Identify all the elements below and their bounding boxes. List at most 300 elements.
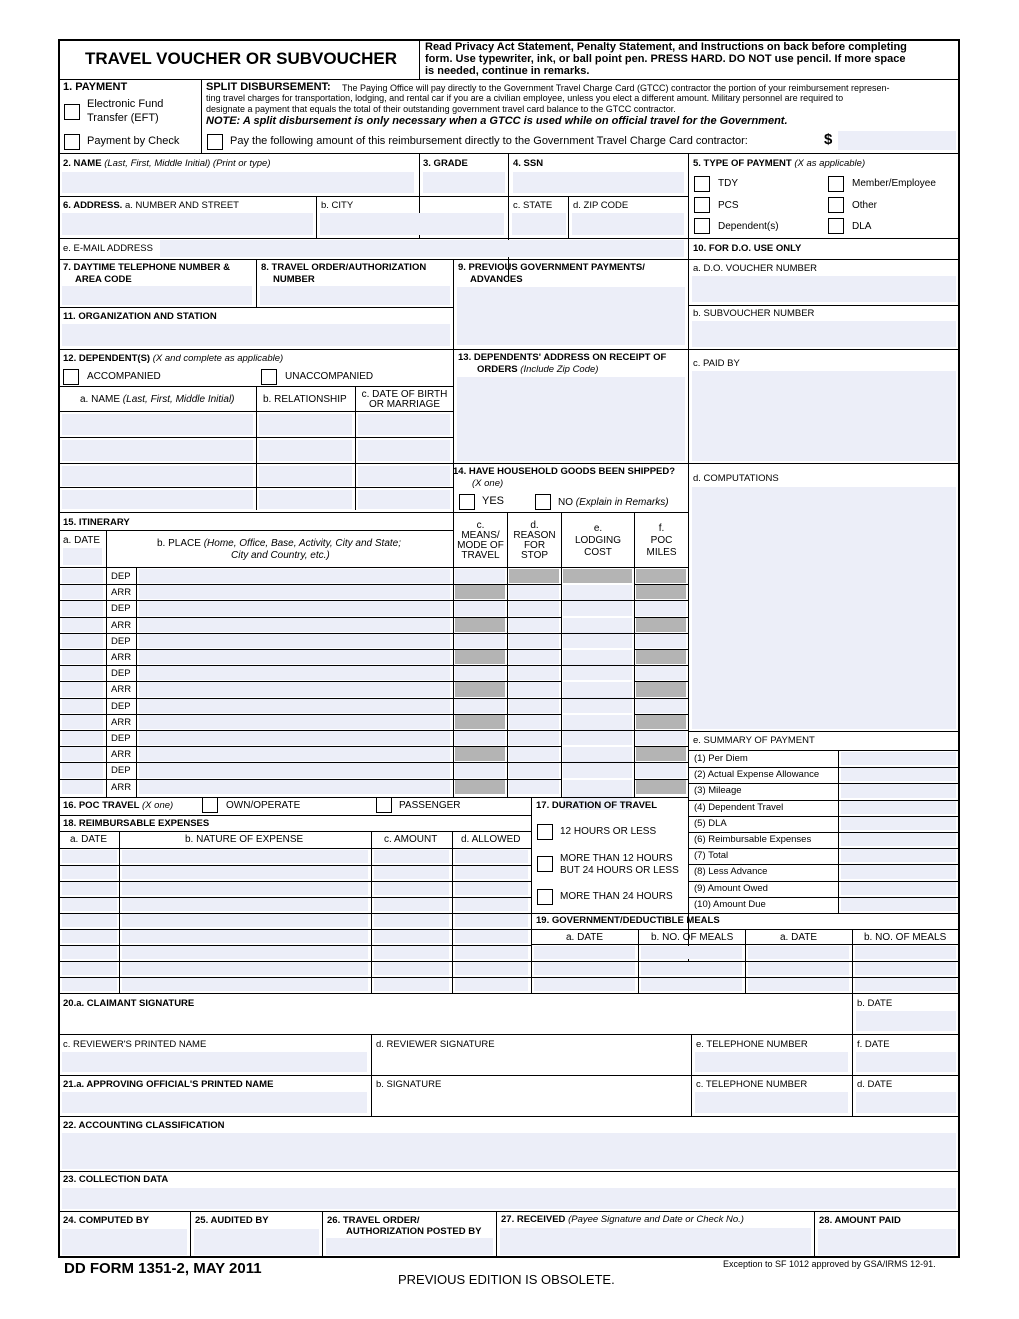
itin-place-field[interactable] [139,650,450,664]
itin-poc-cell[interactable] [636,601,686,616]
summary-item-field[interactable] [841,833,956,846]
claimant-signature-label: 20.a. CLAIMANT SIGNATURE [63,998,195,1009]
itin-reason-cell[interactable] [509,666,559,680]
itin-date-field[interactable] [62,763,103,778]
divider [59,512,688,513]
divider [59,259,959,260]
itin-date-field[interactable] [62,634,103,648]
reimb-row-field[interactable] [62,866,117,879]
posted-by-label-1: 26. TRAVEL ORDER/ [327,1215,420,1226]
dla-checkbox[interactable] [828,218,844,234]
itin-date-field[interactable] [62,650,103,664]
divider [322,1211,323,1257]
split-line-2: ting travel charges for transportation, lodging, and rental car if you are a civilian employee, unless you elect a different amount. Military personnel are required to [206,93,844,103]
itin-place-field[interactable] [139,666,450,680]
amount-paid-field[interactable] [818,1229,956,1255]
itin-date-field[interactable] [62,601,103,616]
meal-row-field[interactable] [748,978,849,991]
itin-reason-cell[interactable] [509,763,559,778]
meals-no-header-2: b. NO. OF MEALS [864,932,947,943]
computed-by-field[interactable] [62,1229,187,1255]
itin-place-field[interactable] [139,715,450,729]
itin-means-cell [455,747,505,761]
divider [59,463,453,464]
reimb-row-field[interactable] [455,978,528,991]
amount-paid-label: 28. AMOUNT PAID [819,1215,901,1226]
itin-date-field[interactable] [62,731,103,745]
zip-field[interactable] [572,213,684,235]
meal-row-field[interactable] [641,978,742,991]
instructions-line-1: Read Privacy Act Statement, Penalty Statement, and Instructions on back before completing [425,41,907,53]
itin-means-cell[interactable] [455,699,505,713]
divider [371,831,372,993]
dep-address-field[interactable] [457,377,685,461]
itin-date-header: a. DATE [63,535,101,546]
itin-row-type: DEP [111,668,131,679]
hhg-yes-checkbox[interactable] [459,494,475,510]
itin-means-header: c. [476,520,485,531]
itin-row-type: DEP [111,571,131,582]
itin-poc-cell[interactable] [636,666,686,680]
itin-place-header-1: b. PLACE (Home, Office, Base, Activity, City and State; [157,538,401,549]
itin-poc-cell [636,715,686,729]
itin-means-cell[interactable] [455,763,505,778]
meal-row-field[interactable] [641,946,742,959]
passenger-checkbox[interactable] [376,797,392,813]
dep-row-1[interactable] [259,414,352,435]
itin-row-type: DEP [111,765,131,776]
duration-more-checkbox[interactable] [537,889,553,905]
audited-by-label: 25. AUDITED BY [195,1215,269,1226]
reimb-row-field[interactable] [122,962,368,975]
itin-place-field[interactable] [139,699,450,713]
claimant-date-field[interactable] [856,1011,956,1031]
itin-lodging-header: COST [584,547,612,558]
summary-item-field[interactable] [841,752,956,765]
itin-row-type: DEP [111,636,131,647]
check-checkbox[interactable] [64,134,80,150]
computations-field[interactable] [692,487,956,729]
divider [316,196,317,238]
split-checkbox[interactable] [207,134,223,150]
eft-checkbox[interactable] [64,104,80,120]
reimb-row-field[interactable] [455,866,528,879]
divider [419,40,420,80]
itin-means-cell [455,682,505,697]
reviewer-name-field[interactable] [62,1052,367,1072]
itin-place-field[interactable] [139,763,450,778]
summary-item-field[interactable] [841,898,956,911]
duration-24-checkbox[interactable] [537,856,553,872]
summary-item-label: (8) Less Advance [694,866,768,877]
divider [59,1211,959,1212]
reimb-row-field[interactable] [62,914,117,927]
divider [452,831,453,993]
itin-place-field[interactable] [139,682,450,697]
dep-row-3[interactable] [358,466,450,486]
reimb-row-field[interactable] [62,978,117,991]
email-field[interactable] [160,240,684,257]
meal-row-field[interactable] [534,962,635,975]
own-operate-checkbox[interactable] [202,797,218,813]
prev-payments-label-2: ADVANCES [470,274,523,285]
form-number: DD FORM 1351-2, MAY 2011 [64,1260,262,1277]
summary-item-label: (10) Amount Due [694,899,766,910]
street-field[interactable] [62,213,313,235]
reimb-row-field[interactable] [374,882,449,895]
reviewer-name-label: c. REVIEWER'S PRINTED NAME [63,1039,207,1050]
reimb-row-field[interactable] [62,962,117,975]
dep-row-4[interactable] [358,490,450,509]
itin-reason-cell[interactable] [509,747,559,761]
itin-place-field[interactable] [139,747,450,761]
dep-row-2[interactable] [358,440,450,461]
audited-by-field[interactable] [194,1229,319,1255]
itin-reason-cell[interactable] [509,601,559,616]
grade-field[interactable] [423,172,505,193]
itin-date-field[interactable] [62,715,103,729]
accompanied-checkbox[interactable] [63,369,79,385]
itin-poc-cell [636,780,686,794]
reimb-row-field[interactable] [374,930,449,943]
phone-field[interactable] [62,286,252,305]
itin-reason-cell[interactable] [509,618,559,632]
divider [59,1075,959,1076]
dep-row-2[interactable] [62,440,253,461]
itin-poc-cell [636,747,686,761]
name-label: 2. NAME (Last, First, Middle Initial) (Print or type) [63,158,271,169]
eft-label-2: Transfer (EFT) [87,112,159,124]
meal-row-field[interactable] [748,946,849,959]
check-label: Payment by Check [87,135,180,147]
paid-by-label: c. PAID BY [693,358,740,369]
dep-dob-label-1: c. DATE OF BIRTH [361,389,448,400]
reimb-row-field[interactable] [62,850,117,863]
itin-place-field[interactable] [139,731,450,745]
itin-date-field[interactable] [62,780,103,794]
dep-name-label: a. NAME (Last, First, Middle Initial) [80,394,235,405]
obsolete-note: PREVIOUS EDITION IS OBSOLETE. [398,1272,615,1287]
itin-reason-cell[interactable] [509,731,559,745]
received-field[interactable] [500,1228,811,1255]
dep-row-4[interactable] [259,490,352,509]
duration-12-checkbox[interactable] [537,824,553,840]
reimb-row-field[interactable] [122,850,368,863]
reimb-row-field[interactable] [62,882,117,895]
pcs-checkbox[interactable] [694,197,710,213]
summary-item-field[interactable] [841,849,956,862]
divider [59,411,453,412]
state-field[interactable] [512,213,566,235]
divider [106,530,107,798]
reimb-row-field[interactable] [455,850,528,863]
reviewer-date-field[interactable] [856,1052,956,1072]
reimb-row-field[interactable] [62,946,117,959]
itin-poc-cell [636,618,686,632]
name-field[interactable] [62,172,414,193]
itin-means-cell[interactable] [455,666,505,680]
org-field[interactable] [62,324,450,346]
itin-poc-header: MILES [646,547,677,558]
other-checkbox[interactable] [828,197,844,213]
member-employee-checkbox[interactable] [828,176,844,192]
order-field[interactable] [260,286,450,305]
itinerary-label: 15. ITINERARY [63,517,130,528]
itin-poc-cell [636,585,686,599]
meal-row-field[interactable] [534,978,635,991]
itin-means-cell [455,585,505,599]
phone-label-2: AREA CODE [75,274,132,285]
meal-row-field[interactable] [534,946,635,959]
itin-means-cell [455,780,505,794]
reimb-row-field[interactable] [122,914,368,927]
itin-row-type: ARR [111,684,132,695]
reimb-row-field[interactable] [122,866,368,879]
itin-poc-cell[interactable] [636,634,686,648]
itin-row-type: ARR [111,620,132,631]
city-field[interactable] [320,213,504,235]
itin-row-type: DEP [111,603,131,614]
summary-item-field[interactable] [841,817,956,830]
itin-means-cell[interactable] [455,601,505,616]
divider [59,349,959,350]
itin-reason-cell[interactable] [509,715,559,729]
reimb-row-field[interactable] [374,946,449,959]
itin-date-field[interactable] [62,666,103,680]
approver-name-label: 21.a. APPROVING OFFICIAL'S PRINTED NAME [63,1079,274,1090]
reimb-row-field[interactable] [374,866,449,879]
dep-row-4[interactable] [62,490,253,509]
itin-means-cell [455,650,505,664]
do-use-label: 10. FOR D.O. USE ONLY [693,243,802,254]
itin-reason-cell[interactable] [509,634,559,648]
divider [59,1034,959,1035]
meal-row-field[interactable] [748,962,849,975]
itin-means-cell [455,618,505,632]
divider [568,196,569,238]
itin-poc-cell[interactable] [636,731,686,745]
divider [59,153,959,154]
reimb-row-field[interactable] [455,898,528,911]
summary-item-label: (6) Reimbursable Expenses [694,834,812,845]
poc-travel-label: 16. POC TRAVEL (X one) [63,800,174,811]
itin-reason-cell [509,569,559,583]
tdy-checkbox[interactable] [694,176,710,192]
dep-relationship-label: b. RELATIONSHIP [263,394,347,405]
dep-row-1[interactable] [358,414,450,435]
meal-row-field[interactable] [855,946,956,959]
eft-label-1: Electronic Fund [87,98,164,110]
itin-date-field[interactable] [62,682,103,697]
reimb-row-field[interactable] [62,930,117,943]
split-amount-field[interactable] [838,131,956,150]
reimb-row-field[interactable] [455,930,528,943]
hhg-no-checkbox[interactable] [535,494,551,510]
reimb-row-field[interactable] [374,978,449,991]
divider [59,196,688,197]
dep-address-label-1: 13. DEPENDENTS' ADDRESS ON RECEIPT OF [458,352,667,363]
itin-means-header: MODE OF [457,540,504,551]
reimb-row-field[interactable] [374,898,449,911]
ssn-label: 4. SSN [513,158,544,169]
divider [688,153,689,963]
meal-row-field[interactable] [855,978,956,991]
itin-date-field[interactable] [62,699,103,713]
collection-label: 23. COLLECTION DATA [63,1174,169,1185]
subvoucher-field[interactable] [692,321,956,347]
dep-row-1[interactable] [62,414,253,435]
itin-reason-cell[interactable] [509,699,559,713]
itin-means-cell[interactable] [455,634,505,648]
unaccompanied-checkbox[interactable] [261,369,277,385]
collection-field[interactable] [62,1188,956,1209]
itin-place-field[interactable] [139,618,450,632]
itin-poc-cell[interactable] [636,699,686,713]
divider [453,463,688,464]
itin-place-field[interactable] [139,569,450,583]
state-label: c. STATE [513,200,553,211]
meal-row-field[interactable] [855,962,956,975]
divider [59,238,959,239]
reimb-row-field[interactable] [122,946,368,959]
reimb-row-field[interactable] [374,850,449,863]
split-pay-line: Pay the following amount of this reimbursement directly to the Government Travel Charge Card contractor: [230,135,748,147]
reimb-row-field[interactable] [122,898,368,911]
reimb-row-field[interactable] [374,914,449,927]
dep-row-3[interactable] [259,466,352,486]
reimb-row-field[interactable] [122,930,368,943]
hhg-label: 14. HAVE HOUSEHOLD GOODS BEEN SHIPPED? [453,466,676,477]
divider [531,797,532,993]
instructions-line-3: is needed, continue in remarks. [425,65,590,77]
exception-note: Exception to SF 1012 approved by GSA/IRMS 12-91. [723,1259,936,1269]
reviewer-signature-label: d. REVIEWER SIGNATURE [376,1039,495,1050]
meals-date-header-2: a. DATE [780,932,818,943]
itin-means-header: MEANS/ [461,530,500,541]
reimb-row-field[interactable] [455,946,528,959]
divider [496,1211,497,1257]
reimb-row-field[interactable] [455,962,528,975]
divider [59,993,959,994]
divider [59,79,959,80]
divider [59,831,531,832]
reimb-row-field[interactable] [455,914,528,927]
zip-label: d. ZIP CODE [573,200,629,211]
divider [136,567,137,798]
summary-item-field[interactable] [841,865,956,879]
meals-label: 19. GOVERNMENT/DEDUCTIBLE MEALS [536,915,720,926]
itin-row-type: DEP [111,701,131,712]
summary-item-field[interactable] [841,882,956,895]
itin-poc-cell[interactable] [636,763,686,778]
itin-reason-cell[interactable] [509,780,559,794]
divider [688,750,959,751]
dep-row-2[interactable] [259,440,352,461]
approver-date-field[interactable] [856,1092,956,1113]
approver-name-field[interactable] [62,1092,367,1113]
phone-label-1: 7. DAYTIME TELEPHONE NUMBER & [63,262,230,273]
itin-row-type: ARR [111,782,132,793]
itin-date-field[interactable] [62,585,103,599]
itin-reason-cell[interactable] [509,585,559,599]
divider [59,307,453,308]
own-operate-label: OWN/OPERATE [226,800,301,811]
divider [59,437,453,438]
hhg-x-one: (X one) [472,478,504,489]
meals-no-header-1: b. NO. OF MEALS [651,932,734,943]
divider [59,567,688,568]
summary-item-field[interactable] [841,801,956,814]
unaccompanied-label: UNACCOMPANIED [285,371,374,382]
dependents-checkbox[interactable] [694,218,710,234]
itin-place-field[interactable] [139,601,450,616]
claimant-date-label: b. DATE [857,998,893,1009]
order-label-2: NUMBER [273,274,315,285]
posted-by-field[interactable] [326,1238,493,1255]
divider [190,1211,191,1257]
accounting-field[interactable] [62,1133,956,1169]
itin-reason-header: STOP [520,550,549,561]
approver-phone-label: c. TELEPHONE NUMBER [696,1079,808,1090]
voucher-number-label: a. D.O. VOUCHER NUMBER [693,263,818,274]
paid-by-field[interactable] [692,371,956,461]
reimb-row-field[interactable] [62,898,117,911]
meal-row-field[interactable] [641,962,742,975]
divider [119,831,120,993]
ssn-field[interactable] [513,172,684,193]
itin-reason-cell[interactable] [509,682,559,697]
dep-row-3[interactable] [62,466,253,486]
itin-lodging-header: LODGING [574,535,622,546]
summary-item-label: (1) Per Diem [694,753,748,764]
itin-place-field[interactable] [139,634,450,648]
itin-means-cell[interactable] [455,731,505,745]
dep-dob-label-2: OR MARRIAGE [368,399,441,410]
reimb-row-field[interactable] [455,882,528,895]
itin-date-field[interactable] [62,569,103,583]
reimb-row-field[interactable] [374,962,449,975]
summary-item-field[interactable] [841,768,956,781]
member-employee-label: Member/Employee [852,178,936,189]
itin-reason-header: REASON [513,530,556,541]
itin-reason-cell[interactable] [509,650,559,664]
summary-item-label: (3) Mileage [694,785,742,796]
divider [59,815,531,816]
approver-phone-field[interactable] [695,1092,848,1113]
summary-item-field[interactable] [841,784,956,798]
dollar-sign: $ [824,131,833,148]
itin-means-cell[interactable] [455,569,505,583]
itin-date-field[interactable] [62,618,103,632]
meals-date-header-1: a. DATE [566,932,604,943]
itin-place-field[interactable] [139,780,450,794]
reimb-row-field[interactable] [122,978,368,991]
voucher-number-field[interactable] [692,276,956,302]
accounting-label: 22. ACCOUNTING CLASSIFICATION [63,1120,225,1131]
accompanied-label: ACCOMPANIED [87,371,161,382]
itin-place-field[interactable] [139,585,450,599]
duration-label: 17. DURATION OF TRAVEL [536,800,658,811]
summary-item-label: (9) Amount Owed [694,883,768,894]
prev-payments-field[interactable] [457,287,685,345]
itin-date-field[interactable] [62,747,103,761]
form-title: TRAVEL VOUCHER OR SUBVOUCHER [85,49,398,68]
org-label: 11. ORGANIZATION AND STATION [63,311,217,322]
reimb-row-field[interactable] [122,882,368,895]
summary-item-label: (7) Total [694,850,729,861]
reviewer-phone-field[interactable] [695,1052,848,1072]
duration-more-label: MORE THAN 24 HOURS [560,891,673,902]
